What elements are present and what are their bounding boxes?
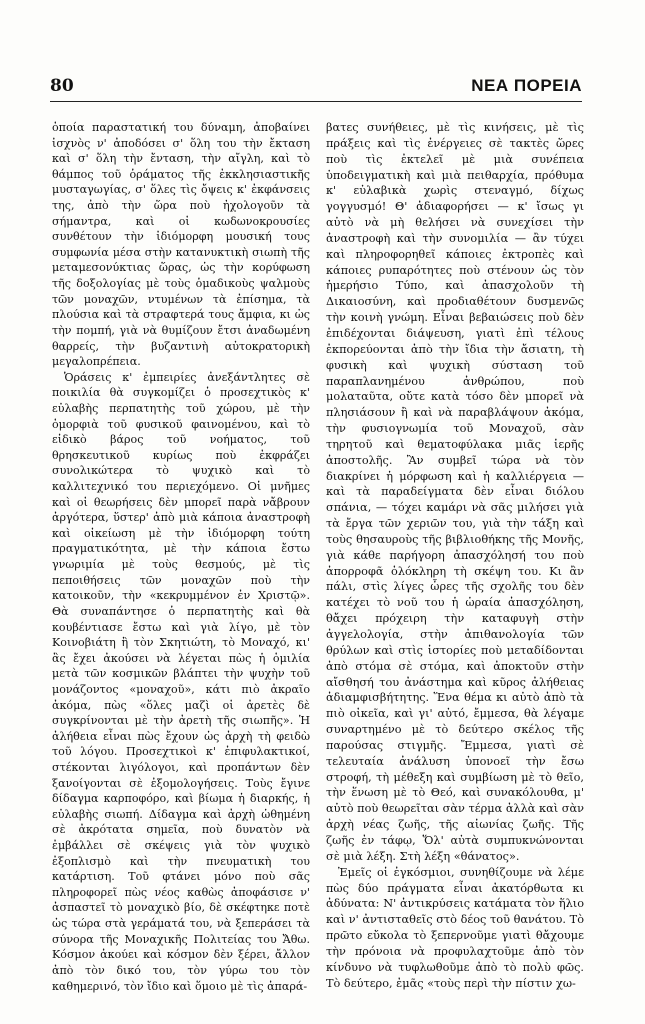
right-paragraph-1: βατες συνήθειες, μὲ τὶς κινήσεις, μὲ τὶς πράξεις καὶ τὶς ἐνέργειες σὲ τακτὲς ὥρες ποὺ τὶς ἐκτελεῖ μὲ μιὰ συνέπεια ὑποδειγματικὴ καὶ μιὰ πειθαρχία, πρόθυμα κ' εὐλαβικὰ χωρὶς στεναγμό, δίχως γογγυσμό! Θ' ἀδιαφορήσει — κ' ἴσως γι αὐτὸ νὰ μὴ θελήσει νὰ συνεχίσει τὴν ἀναστροφὴ καὶ τὴν συνομιλία — ἂν τύχει καὶ πληροφορηθεῖ κάποιες ἐκτροπὲς καὶ κάποιες ρυπαρότητες ποὺ στένουν ὡς τὸν ἡμερήσιο Τύπο, καὶ ἀπασχολοῦν τὴ Δικαιοσύνη, καὶ προδιαθέτουν δυσμενῶς τὴν κοινὴ γνώμη. Εἶναι βεβαιώσεις ποὺ δὲν ἐπιδέχονται διάψευση, γιατὶ ἐπὶ τέλους ἐκπορεύονται ἀπὸ τὴν ἴδια τὴν ἄσιατη, τὴ φυσικὴ καὶ ψυχικὴ σύσταση τοῦ παραπλανημένου ἀνθρώπου, ποὺ μολαταῦτα, οὔτε κατὰ τόσο δὲν μπορεῖ νὰ πλησιάσουν ἢ καὶ νὰ παραβλάψουν ἀκόμα, τὴν φυσιογνωμία τοῦ Μοναχοῦ, σὰν τηρητοῦ καὶ θεματοφύλακα μιᾶς ἱερῆς ἀποστολῆς. Ἂν συμβεῖ τώρα νὰ τὸν διακρίνει ἡ μόρφωση καὶ ἡ καλλιέργεια — καὶ τὰ παραδείγματα δὲν εἶναι διόλου σπάνια, — τόχει καμάρι νὰ σᾶς μιλήσει γιὰ τὰ ἔργα τῶν χεριῶν του, γιὰ τὴν τάξη καὶ τοὺς θησαυροὺς τῆς βιβλιοθήκης τῆς Μονῆς, γιὰ κάθε παρήγορη ἀπασχόλησή του ποὺ ἀπορροφᾶ ὁλόκληρη τὴ σκέψη του. Κι ἂν πάλι, στὶς λίγες ὧρες τῆς σχολῆς του δὲν κατέχει τὸ νοῦ του ἡ ὡραία ἀπασχόληση, θἄχει πρόχειρη τὴν καταφυγὴ στὴν ἀγγελολογία, στὴν ἀπιθανολογία τῶν θρύλων καὶ στὶς ἱστορίες ποὺ μεταδίδονται ἀπὸ στόμα σὲ στόμα, καὶ ἀποκτοῦν στὴν αἴσθησή του ἀνάστημα καὶ κῦρος ἀλήθειας ἀδιαμφισβήτητης. Ἕνα θέμα κι αὐτὸ ἀπὸ τὰ πιὸ οἰκεῖα, καὶ γι' αὐτό, ἔμμεσα, θὰ λέγαμε συναρτημένο μὲ τὸ δεύτερο σκέλος τῆς παρούσας στιγμῆς. Ἔμμεσα, γιατὶ σὲ τελευταία ἀνάλυση ὑπονοεῖ τὴν ἔσω στροφή, τὴ μέθεξη καὶ συμβίωση μὲ τὸ θεῖο, τὴν ἕνωση μὲ τὸ Θεό, καὶ συνακόλουθα, μ' αὐτὸ ποὺ θεωρεῖται σὰν τέρμα ἀλλὰ καὶ σὰν ἀρχὴ νέας ζωῆς, τῆς αἰωνίας ζωῆς. Τῆς ζωῆς ἐν τάφῳ, Ὅλ' αὐτὰ συμπυκνώνονται σὲ μιὰ λέξη. Στὴ λέξη «θάνατος». <box>326 121 584 863</box>
header-rule <box>50 101 582 102</box>
left-column <box>52 120 310 994</box>
page-header <box>50 76 582 96</box>
journal-title: ΝΕΑ ΠΟΡΕΙΑ <box>471 76 582 95</box>
left-paragraph-1: ὁποία παραστατική του δύναμη, ἀποβαίνει ἰσχνὸς ν' ἀποδόσει σ' ὅλη του τὴν ἔκταση καὶ σ' ὅλη τὴν ἔνταση, τὴν αἴγλη, καὶ τὸ θάμπος τοῦ ὁράματος τῆς ἐκκλησιαστικῆς μυσταγωγίας, σ' ὅλες τὶς ὄψεις κ' ἐκφάνσεις της, ἀπὸ τὴν ὥρα ποὺ ἠχολογοῦν τὰ σήμαντρα, καὶ οἱ κωδωνοκρουσίες συνθέτουν τὴν ἰδιόμορφη μουσική τους συμφωνία μέσα στὴν κατανυκτικὴ σιωπὴ τῆς μεταμεσονύκτιας ὥρας, ὡς τὴν κορύφωση τῆς δοξολογίας μὲ τοὺς ὁμαδικοὺς ψαλμοὺς τῶν μοναχῶν, ντυμένων τὰ ἐπίσημα, τὰ πλούσια καὶ τὰ στραφτερά τους ἄμφια, κι ὡς τὴν πομπή, γιὰ νὰ θυμίζουν ἔτσι ἀναδωμένη θαρρείς, τὴν βυζαντινὴ αὐτοκρατορικὴ μεγαλοπρέπεια. <box>52 121 310 369</box>
left-paragraph-2: Ὁράσεις κ' ἐμπειρίες ἀνεξάντλητες σὲ ποικιλία θὰ συγκομίζει ὁ προσεχτικὸς κ' εὐλαβὴς περπατητὴς τοῦ χώρου, μὲ τὴν ὁμορφιὰ τοῦ φυσικοῦ φαινομένου, καὶ τὸ εἰδικὸ βάρος τοῦ νοήματος, τοῦ θρησκευτικοῦ κυρίως ποὺ ἐκφράζει συνολικώτερα τὸ ψυχικὸ καὶ τὸ καλλιτεχνικό του περιεχόμενο. Οἱ μνῆμες καὶ οἱ θεωρήσεις δὲν μπορεῖ παρὰ νἄβρουν ἀργότερα, ὕστερ' ἀπὸ μιὰ κάποια ἀναστροφὴ καὶ οἰκείωση μὲ τὴν ἰδιόμορφη τούτη πραγματικότητα, μὲ τὴν κάποια ἔστω γνωριμία μὲ τοὺς θεσμούς, μὲ τὶς πεποιθήσεις τῶν μοναχῶν ποὺ τὴν κατοικοῦν, τὴν «κεκρυμμένον ἐν Χριστῷ». Θὰ συναπάντησε ὁ περπατητὴς καὶ θὰ κουβέντιασε ἔστω καὶ γιὰ λίγο, μὲ τὸν Κοινοβιάτη ἢ τὸν Σκητιώτη, τὸ Μοναχό, κι' ἂς ἔχει ἀκούσει νὰ λέγεται πὼς ἡ ὁμιλία μετὰ τῶν κοσμικῶν βλάπτει τὴν ψυχὴν τοῦ μονάζοντος «μοναχοῦ», κάτι πιὸ ἀκραῖο ἀκόμα, πὼς «ὅλες μαζὶ οἱ ἀρετὲς δὲ συγκρίνονται μὲ τὴν ἀρετὴ τῆς σιωπῆς». Ἡ ἀλήθεια εἶναι πὼς ἔχουν ὡς ἀρχὴ τὴ φειδὼ τοῦ λόγου. Προσεχτικοὶ κ' ἐπιφυλακτικοί, στέκονται λιγόλογοι, καὶ προπάντων δὲν ξανοίγονται σὲ ἐξομολογήσεις. Τοὺς ἔγινε δίδαγμα καρποφόρο, καὶ βίωμα ἡ διαρκής, ἡ εὐλαβὴς σιωπή. Δίδαγμα καὶ ἀρχὴ ὡθημένη σὲ ἀκρότατα σημεῖα, ποὺ δυνατὸν νὰ ἐμβάλλει σὲ σκέψεις γιὰ τὸν ψυχικὸ ἐξοπλισμὸ καὶ τὴν πνευματικὴ του κατάρτιση. Τοῦ φτάνει μόνο ποὺ σᾶς πληροφορεῖ πὼς νέος καθὼς ἀποφάσισε ν' ἀσπαστεῖ τὸ μοναχικὸ βίο, δὲ σκέφτηκε ποτὲ ὡς τώρα στὰ γεράματά του, νὰ ξεπεράσει τὰ σύνορα τῆς Μοναχικῆς Πολιτείας του Ἄθω. Κόσμον ἀκούει καὶ κόσμον δὲν ξέρει, ἄλλον ἀπὸ τὸν δικό του, τὸν γύρω του τὸν καθημερινό, τὸν ἴδιο καὶ ὅμοιο μὲ τὶς ἀπαρά- <box>52 370 310 993</box>
page-number: 80 <box>50 76 74 96</box>
right-column <box>326 120 584 991</box>
right-paragraph-2: Ἐμεῖς οἱ ἐγκόσμιοι, συνηθίζουμε νὰ λέμε πὼς δύο πράγματα εἶναι ἀκατόρθωτα κι ἀδύνατα: Ν' ἀντικρύσεις κατάματα τὸν ἥλιο καὶ ν' ἀντισταθεῖς στὸ δέος τοῦ θανάτου. Τὸ πρῶτο εὔκολα τὸ ξεπερνοῦμε γιατὶ θἄχουμε τὴν πρόνοια νὰ προφυλαχτοῦμε ἀπὸ τὸν κίνδυνο νὰ τυφλωθοῦμε ἀπὸ τὸ πολὺ φῶς. Τὸ δεύτερο, ἐμᾶς «τοὺς περὶ τὴν πίστιν χω- <box>326 865 584 990</box>
